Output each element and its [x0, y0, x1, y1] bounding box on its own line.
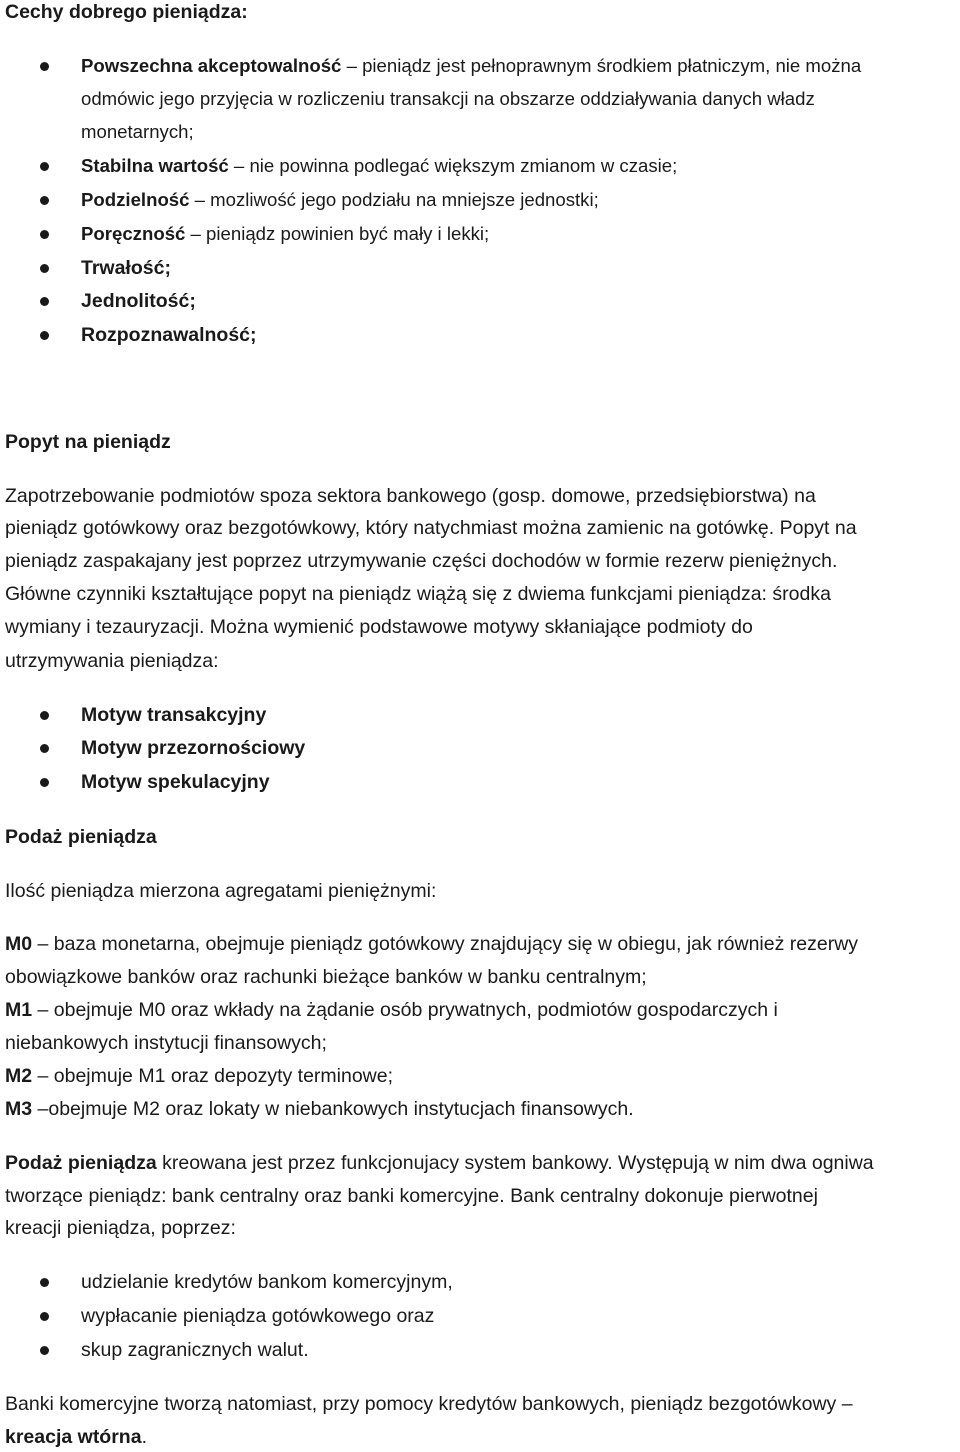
aggregate-label: M2	[5, 1065, 33, 1087]
list-item-continuation: odmówic jego przyjęcia w rozliczeniu transakcji na obszarze oddziaływania danych władz	[81, 88, 815, 109]
list-item: Motyw spekulacyjny	[81, 771, 270, 793]
section-title-features: Cechy dobrego pieniądza:	[5, 1, 248, 23]
list-item-continuation: monetarnych;	[81, 121, 194, 142]
bullet-icon	[40, 711, 49, 720]
bullet-icon	[40, 331, 49, 340]
aggregate-label: M1	[5, 999, 33, 1021]
paragraph-line: niebankowych instytucji finansowych;	[5, 1032, 327, 1054]
list-item: Trwałość;	[81, 257, 171, 279]
description: – pieniądz jest pełnoprawnym środkiem płatniczym, nie można	[341, 55, 862, 76]
paragraph-line: utrzymywania pieniądza:	[5, 650, 219, 672]
description: kreowana jest przez funkcjonujacy system bankowy. Występują w nim dwa ogniwa	[156, 1152, 874, 1174]
aggregate-m2	[5, 1064, 393, 1088]
list-item: wypłacanie pieniądza gotówkowego oraz	[81, 1305, 435, 1327]
list-item: Jednolitość;	[81, 290, 196, 312]
aggregate-desc: – obejmuje M0 oraz wkłady na żądanie osób prywatnych, podmiotów gospodarczych i	[32, 999, 778, 1021]
term: Stabilna wartość	[81, 155, 229, 176]
bullet-icon	[40, 162, 49, 171]
paragraph-line: kreacji pieniądza, poprzez:	[5, 1217, 236, 1239]
bullet-icon	[40, 297, 49, 306]
term: Podzielność	[81, 189, 190, 210]
paragraph-line: Banki komercyjne tworzą natomiast, przy pomocy kredytów bankowych, pieniądz bezgotówkowy –	[5, 1393, 853, 1415]
term: kreacja wtórna	[5, 1426, 142, 1448]
paragraph-line: Ilość pieniądza mierzona agregatami pieniężnymi:	[5, 880, 437, 902]
list-item: Rozpoznawalność;	[81, 324, 257, 346]
aggregate-m3	[5, 1097, 634, 1121]
aggregate-desc: – obejmuje M1 oraz depozyty terminowe;	[32, 1065, 394, 1087]
section-title-supply: Podaż pieniądza	[5, 826, 157, 848]
section-title-demand: Popyt na pieniądz	[5, 431, 171, 453]
aggregate-label: M0	[5, 933, 33, 955]
list-item	[81, 154, 677, 178]
paragraph-line: pieniądz zaspakajany jest poprzez utrzymywanie części dochodów w formie rezerw pieniężnych.	[5, 550, 838, 572]
bullet-icon	[40, 1312, 49, 1321]
bullet-icon	[40, 264, 49, 273]
list-item	[81, 54, 861, 78]
term: Poręczność	[81, 223, 186, 244]
bullet-icon	[40, 1278, 49, 1287]
list-item	[81, 188, 599, 212]
bullet-icon	[40, 196, 49, 205]
description: – pieniądz powinien być mały i lekki;	[185, 223, 490, 244]
aggregate-desc: –obejmuje M2 oraz lokaty w niebankowych instytucjach finansowych.	[32, 1098, 634, 1120]
aggregate-m1	[5, 998, 778, 1022]
bullet-icon	[40, 62, 49, 71]
period: .	[141, 1426, 147, 1448]
list-item: Motyw przezornościowy	[81, 737, 306, 759]
paragraph-line: tworzące pieniądz: bank centralny oraz banki komercyjne. Bank centralny dokonuje pierwotnej	[5, 1185, 818, 1207]
list-item	[81, 222, 489, 246]
list-item: skup zagranicznych walut.	[81, 1339, 309, 1361]
aggregate-label: M3	[5, 1098, 33, 1120]
aggregate-desc: – baza monetarna, obejmuje pieniądz gotówkowy znajdujący się w obiegu, jak również rezerwy	[32, 933, 859, 955]
paragraph-line	[5, 1425, 147, 1449]
term: Powszechna akceptowalność	[81, 55, 342, 76]
bullet-icon	[40, 230, 49, 239]
bullet-icon	[40, 778, 49, 787]
paragraph-line: wymiany i tezauryzacji. Można wymienić podstawowe motywy skłaniające podmioty do	[5, 616, 753, 638]
aggregate-m0	[5, 932, 858, 956]
description: – nie powinna podlegać większym zmianom w czasie;	[228, 155, 678, 176]
description: – mozliwość jego podziału na mniejsze jednostki;	[189, 189, 599, 210]
bullet-icon	[40, 1346, 49, 1355]
term: Podaż pieniądza	[5, 1152, 157, 1174]
paragraph-line: Zapotrzebowanie podmiotów spoza sektora bankowego (gosp. domowe, przedsiębiorstwa) na	[5, 485, 816, 507]
paragraph-line: Główne czynniki kształtujące popyt na pieniądz wiążą się z dwiema funkcjami pieniądza: środka	[5, 583, 831, 605]
bullet-icon	[40, 744, 49, 753]
paragraph-line: pieniądz gotówkowy oraz bezgotówkowy, który natychmiast można zamienic na gotówkę. Popyt na	[5, 517, 857, 539]
paragraph-line	[5, 1151, 874, 1175]
paragraph-line: obowiązkowe banków oraz rachunki bieżące banków w banku centralnym;	[5, 966, 647, 988]
list-item: udzielanie kredytów bankom komercyjnym,	[81, 1271, 453, 1293]
list-item: Motyw transakcyjny	[81, 704, 267, 726]
